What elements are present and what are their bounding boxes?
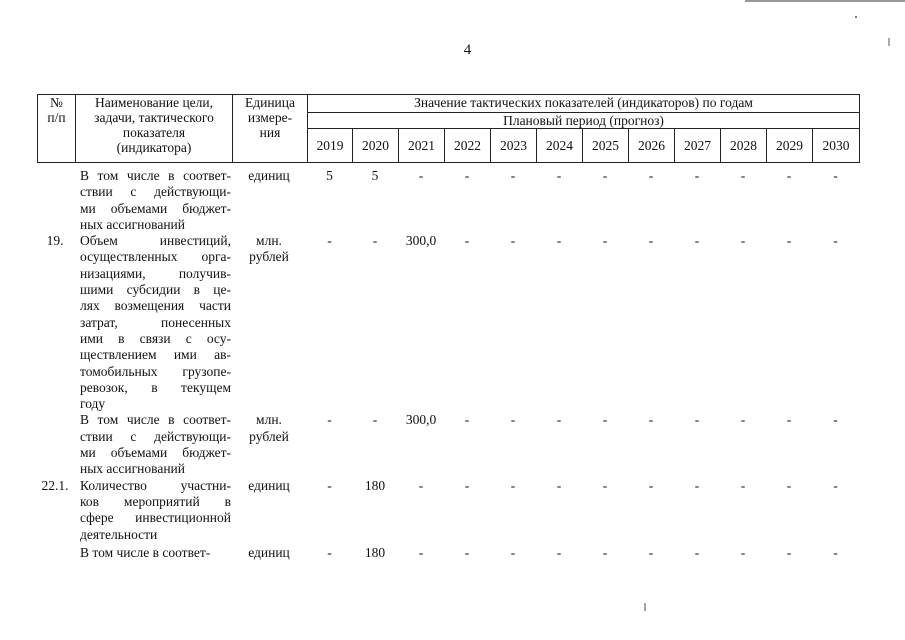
table-body	[37, 168, 858, 561]
indicator-name-line: ков мероприятий в	[80, 493, 231, 509]
value-cell-2030: -	[833, 168, 838, 183]
value-cell-2023: -	[510, 544, 516, 560]
value-cell-2021: -	[418, 477, 424, 493]
value-cell-2028: -	[740, 544, 746, 560]
value-cell-2029: -	[786, 544, 792, 560]
value-cell-2022: -	[464, 168, 470, 183]
value-cell-2030: -	[833, 477, 838, 493]
header-year-2021: 2021	[399, 129, 445, 163]
value-cell-2021: -	[418, 168, 424, 183]
table-row	[37, 233, 858, 412]
value-cell-2030: -	[833, 233, 838, 249]
unit-of-measure	[238, 545, 300, 561]
value-cell-2026: -	[648, 477, 654, 493]
unit-line: млн.	[256, 233, 282, 249]
header-year-2024: 2024	[537, 129, 583, 163]
indicator-name-line: Объем инвестиций,	[80, 233, 231, 249]
value-cell-2022: -	[464, 233, 470, 249]
value-cell-2021: 300,0	[405, 233, 437, 249]
value-cell-2019: -	[327, 233, 332, 249]
indicator-name-line: сфере инвестиционной	[80, 510, 231, 526]
header-col-number-line: №	[50, 95, 63, 110]
value-cell-2024: -	[556, 168, 562, 183]
value-cell-2020: -	[372, 233, 378, 249]
unit-of-measure	[238, 168, 300, 184]
value-cell-2025: -	[602, 477, 608, 493]
value-cell-2029: -	[786, 233, 792, 249]
header-year-2023: 2023	[491, 129, 537, 163]
row-number: 19.	[46, 233, 64, 249]
unit-of-measure	[238, 233, 300, 266]
value-cell-2026: -	[648, 233, 654, 249]
indicator-name-line: ми объемами бюджет-	[80, 445, 231, 461]
header-year-2025: 2025	[583, 129, 629, 163]
indicator-name-line: ных ассигнований	[80, 216, 185, 232]
scan-mark	[855, 16, 857, 18]
value-cell-2023: -	[510, 477, 516, 493]
header-col-name	[76, 95, 233, 163]
indicator-name-line: ми объемами бюджет-	[80, 200, 231, 216]
unit-of-measure	[238, 478, 300, 494]
value-cell-2024: -	[556, 477, 562, 493]
value-cell-2024: -	[556, 412, 562, 428]
page-number: 4	[463, 42, 472, 58]
value-cell-2028: -	[740, 477, 746, 493]
indicator-name	[80, 233, 231, 412]
header-year-2026: 2026	[629, 129, 675, 163]
header-col-number	[38, 95, 76, 163]
table-row	[37, 412, 858, 477]
value-cell-2025: -	[602, 168, 608, 183]
value-cell-2024: -	[556, 544, 562, 560]
indicator-name-line: лях возмещения части	[80, 298, 231, 314]
table-row	[37, 168, 858, 233]
indicator-name-line: ими в связи с осу-	[80, 330, 231, 346]
value-cell-2022: -	[464, 544, 470, 560]
unit-line: единиц	[248, 477, 290, 493]
indicator-name-line: шими субсидии в це-	[80, 282, 231, 298]
indicator-name	[80, 412, 231, 477]
header-col-name-line: (индикатора)	[116, 140, 192, 155]
header-year-2020: 2020	[353, 129, 399, 163]
table-row	[37, 478, 858, 545]
value-cell-2019: -	[327, 412, 332, 428]
value-cell-2019: -	[327, 477, 332, 493]
value-cell-2022: -	[464, 412, 470, 428]
indicator-name-line: году	[80, 396, 106, 412]
value-cell-2026: -	[648, 412, 654, 428]
value-cell-2019: 5	[326, 168, 333, 183]
header-year-2028: 2028	[721, 129, 767, 163]
value-cell-2028: -	[740, 412, 746, 428]
indicator-name	[80, 545, 231, 561]
header-col-name-line: показателя	[122, 125, 186, 140]
header-year-2029: 2029	[767, 129, 813, 163]
value-cell-2020: 180	[364, 544, 386, 560]
row-number: 22.1.	[41, 477, 69, 493]
value-cell-2019: -	[327, 544, 332, 560]
value-cell-2023: -	[510, 168, 516, 183]
unit-line: единиц	[248, 544, 290, 560]
value-cell-2030: -	[833, 544, 838, 560]
indicator-name-line: низациями, получив-	[80, 265, 231, 281]
header-year-2027: 2027	[675, 129, 721, 163]
indicator-name-line: ревозок, в текущем	[80, 379, 231, 395]
value-cell-2024: -	[556, 233, 562, 249]
value-cell-2023: -	[510, 412, 516, 428]
value-cell-2028: -	[740, 168, 746, 183]
indicator-name-line: В том числе в соответ-	[80, 168, 231, 183]
indicator-name-line: осуществленных орга-	[80, 249, 231, 265]
value-cell-2027: -	[694, 412, 700, 428]
indicator-name-line: ствии с действующи-	[80, 428, 231, 444]
header-col-unit-line: Единица	[244, 95, 295, 110]
indicator-name-line: ных ассигнований	[80, 461, 185, 477]
header-col-unit-line: измере-	[247, 110, 293, 125]
indicator-name-line: томобильных грузопе-	[80, 363, 231, 379]
value-cell-2029: -	[786, 168, 792, 183]
header-year-2022: 2022	[445, 129, 491, 163]
header-col-name-line: задачи, тактического	[94, 110, 214, 125]
value-cell-2029: -	[786, 412, 792, 428]
indicator-name	[80, 168, 231, 233]
header-col-number-line: п/п	[47, 110, 66, 125]
value-cell-2023: -	[510, 233, 516, 249]
value-cell-2020: -	[372, 412, 378, 428]
value-cell-2022: -	[464, 477, 470, 493]
unit-line: рублей	[249, 428, 289, 444]
value-cell-2020: 180	[364, 477, 386, 493]
unit-line: рублей	[249, 249, 289, 265]
value-cell-2026: -	[648, 168, 654, 183]
indicator-name-line: В том числе в соответ-	[80, 412, 231, 428]
unit-line: млн.	[256, 412, 282, 428]
table-row	[37, 545, 858, 561]
value-cell-2030: -	[833, 412, 838, 428]
header-group-title: Значение тактических показателей (индикаторов) по годам	[308, 95, 860, 113]
header-sub-group-title: Плановый период (прогноз)	[308, 113, 860, 129]
indicator-name-line: деятельности	[80, 526, 158, 542]
value-cell-2027: -	[694, 544, 700, 560]
header-year-2030: 2030	[813, 129, 860, 163]
unit-line: единиц	[248, 168, 290, 183]
indicator-name-line: В том числе в соответ-	[80, 544, 211, 560]
value-cell-2025: -	[602, 233, 608, 249]
value-cell-2020: 5	[371, 168, 379, 183]
value-cell-2028: -	[740, 233, 746, 249]
unit-of-measure	[238, 412, 300, 445]
indicator-name	[80, 478, 231, 543]
table-header	[37, 94, 860, 163]
header-col-unit	[233, 95, 308, 163]
indicator-name-line: Количество участни-	[80, 477, 231, 493]
indicator-name-line: ществлением ими ав-	[80, 347, 231, 363]
value-cell-2026: -	[648, 544, 654, 560]
value-cell-2027: -	[694, 477, 700, 493]
value-cell-2025: -	[602, 544, 608, 560]
value-cell-2027: -	[694, 233, 700, 249]
value-cell-2027: -	[694, 168, 700, 183]
value-cell-2025: -	[602, 412, 608, 428]
value-cell-2021: 300,0	[405, 412, 437, 428]
value-cell-2029: -	[786, 477, 792, 493]
header-col-unit-line: ния	[259, 125, 281, 140]
indicator-name-line: ствии с действующи-	[80, 184, 231, 200]
value-cell-2021: -	[418, 544, 424, 560]
indicator-name-line: затрат, понесенных	[80, 314, 231, 330]
header-year-2019: 2019	[308, 129, 353, 163]
header-col-name-line: Наименование цели,	[94, 95, 214, 110]
